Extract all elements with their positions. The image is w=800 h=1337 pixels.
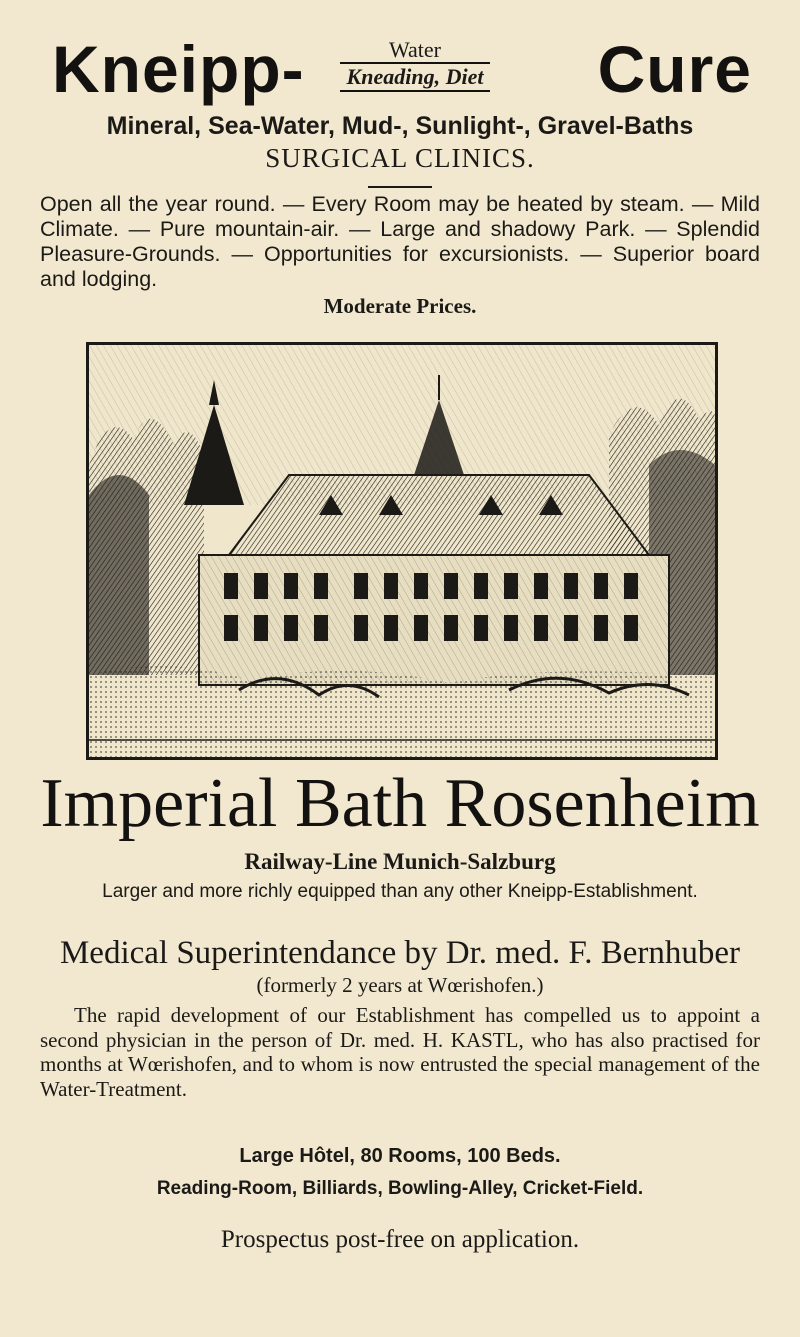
railway-line: Railway-Line Munich-Salzburg [244, 849, 556, 874]
surgical-clinics: SURGICAL CLINICS. [265, 143, 535, 173]
intro-paragraph [40, 192, 760, 292]
medical-superintendance: Medical Superintendance by Dr. med. F. Bernhuber [59, 935, 741, 971]
building-engraving [86, 342, 718, 760]
main-roof [229, 475, 649, 555]
headline-water: Water [340, 38, 490, 64]
moderate-prices: Moderate Prices. [323, 294, 477, 318]
grounds [89, 666, 715, 757]
hotel-details: Large Hôtel, 80 Rooms, 100 Beds. [239, 1145, 561, 1167]
intro-text: Open all the year round. — Every Room may be heated by steam. — Mild Climate. — Pure mountain-air. — Large and shadowy Park. — Splendid Pleasure-Grounds. — Opportunities for excursionists. — Superior board and lodging. [40, 192, 760, 291]
larger-establishment: Larger and more richly equipped than any other Kneipp-Establishment. [102, 881, 698, 902]
building-illustration [89, 345, 715, 757]
prospectus-note: Prospectus post-free on application. [220, 1226, 580, 1253]
imperial-bath-title: Imperial Bath Rosenheim [40, 765, 760, 842]
baths-subhead: Mineral, Sea-Water, Mud-, Sunlight-, Gravel-Baths [106, 112, 694, 140]
divider-rule [368, 186, 432, 188]
headline-middle [340, 38, 490, 92]
headline [52, 30, 752, 110]
headline-cure: Cure [597, 32, 752, 106]
formerly-note: (formerly 2 years at Wœrishofen.) [256, 973, 544, 997]
development-paragraph: The rapid development of our Establishment has compelled us to appoint a second physician in the person of Dr. med. H. KASTL, who has also practised for months at Wœrishofen, and to whom is now entrusted the special management of the Water-Treatment. [40, 1003, 760, 1101]
amenities: Reading-Room, Billiards, Bowling-Alley, Cricket-Field. [156, 1178, 644, 1199]
headline-kneipp: Kneipp- [52, 32, 305, 106]
headline-kneading-diet: Kneading, Diet [340, 64, 490, 92]
left-trees [89, 419, 204, 675]
